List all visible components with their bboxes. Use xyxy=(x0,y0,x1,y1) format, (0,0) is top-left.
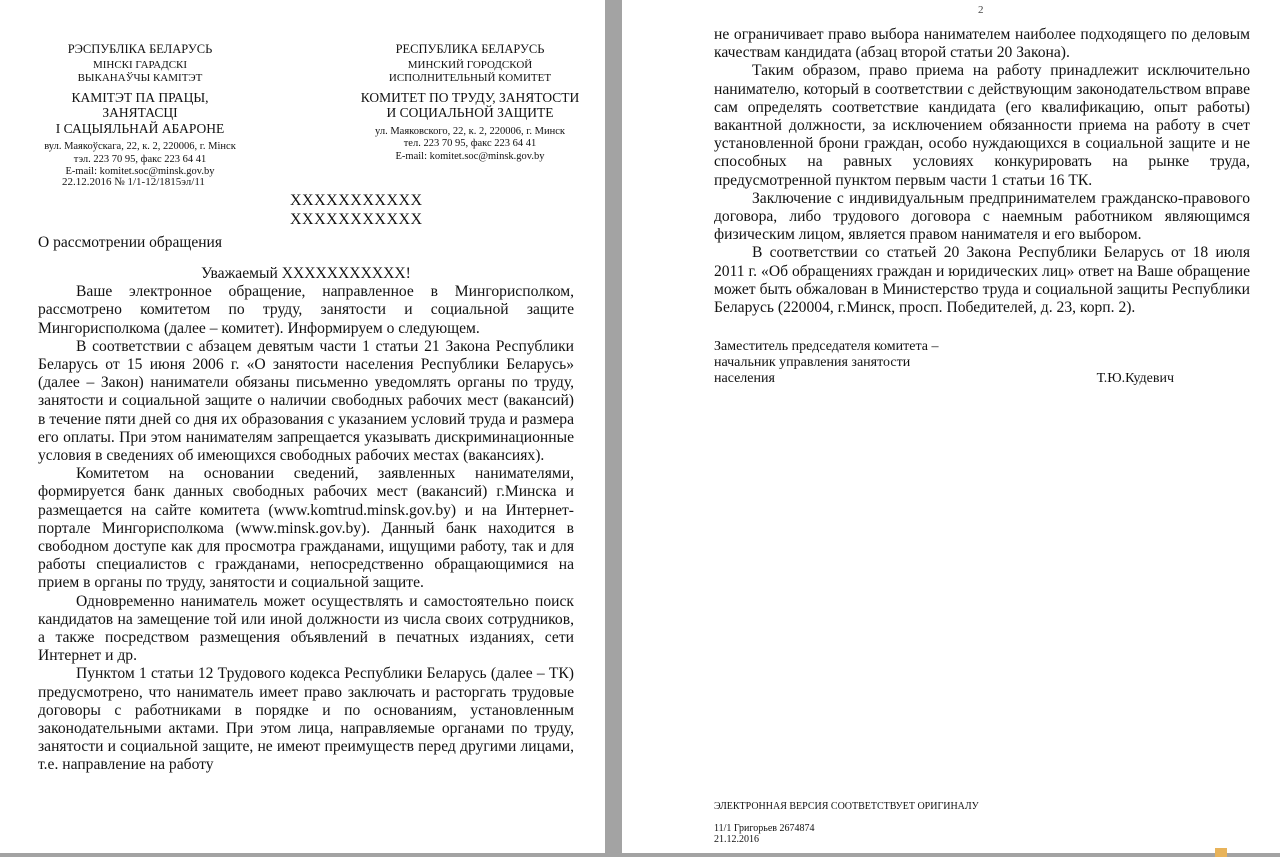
header-address xyxy=(40,141,240,179)
address: вул. Маякоўскага, 22, к. 2, 220006, г. Мінск xyxy=(44,141,236,153)
registration-number: 22.12.2016 № 1/1-12/1815эл/11 xyxy=(62,176,205,188)
phone: тэл. 223 70 95, факс 223 64 41 xyxy=(73,153,207,165)
letterhead-belarusian xyxy=(40,42,240,179)
status-indicator xyxy=(1215,848,1227,857)
letter-body xyxy=(714,26,1250,387)
letter-body xyxy=(38,265,574,775)
signatory-name: Т.Ю.Кудевич xyxy=(1096,371,1174,387)
email: E-mail: komitet.soc@minsk.gov.by xyxy=(65,166,215,178)
signatory-title: Заместитель председателя комитета – xyxy=(714,339,939,355)
addressee xyxy=(290,191,423,229)
header-line: КОМИТЕТ ПО ТРУДУ, ЗАНЯТОСТИ xyxy=(360,89,580,105)
email: E-mail: komitet.soc@minsk.gov.by xyxy=(395,150,545,162)
letterhead-russian xyxy=(350,42,590,163)
header-line: РЕСПУБЛИКА БЕЛАРУСЬ xyxy=(395,42,545,56)
paragraph: В соответствии со статьей 20 Закона Республики Беларусь от 18 июля 2011 г. «Об обращениях граждан и юридических лиц» ответ на Ваше обращение может быть обжалован в Министерство труда и социальной защиты Республики Беларусь (220004, г.Минск, просп. Победителей, д. 23, корп. 2). xyxy=(714,244,1250,317)
addressee-line: XXXXXXXXXXX xyxy=(290,192,423,209)
signatory-title: населения xyxy=(714,371,775,387)
header-line: МІНСКІ ГАРАДСКІ xyxy=(92,59,188,72)
header-line: РЭСПУБЛІКА БЕЛАРУСЬ xyxy=(67,42,213,56)
header-line: МИНСКИЙ ГОРОДСКОЙ xyxy=(407,59,533,72)
header-line: ВЫКАНАЎЧЫ КАМІТЭТ xyxy=(77,72,203,85)
executor-date: 21.12.2016 xyxy=(714,834,759,845)
header-line: І САЦЫЯЛЬНАЙ АБАРОНЕ xyxy=(55,120,225,136)
document-page-1 xyxy=(0,0,605,853)
signature-block xyxy=(714,339,1204,387)
subject-line: О рассмотрении обращения xyxy=(38,234,222,251)
header-line: ИСПОЛНИТЕЛЬНЫЙ КОМИТЕТ xyxy=(388,72,552,85)
addressee-line: XXXXXXXXXXX xyxy=(290,211,423,228)
address: ул. Маяковского, 22, к. 2, 220006, г. Минск xyxy=(375,125,565,137)
header-address xyxy=(350,126,590,164)
signatory-title: начальник управления занятости xyxy=(714,355,911,371)
executor: 11/1 Григорьев 2674874 xyxy=(714,823,815,834)
executor-info xyxy=(714,823,814,845)
paragraph: В соответствии с абзацем девятым части 1 статьи 21 Закона Республики Беларусь от 15 июня 2006 г. «О занятости населения Республики Беларусь» (далее – Закон) наниматели обязаны письменно уведомлять органы по труду, занятости и социальной защите о наличии свободных рабочих мест (вакансий) в течение пяти дней со дня их образования с указанием условий труда и размера его оплаты. При этом нанимателям запрещается указывать дискриминационные условия в сведениях об имеющихся свободных рабочих местах (вакансиях). xyxy=(38,337,574,465)
paragraph: Пунктом 1 статьи 12 Трудового кодекса Республики Беларусь (далее – ТК) предусмотрено, что наниматель имеет право заключать и расторгать трудовые договоры с работниками в порядке и по основаниям, установленным законодательными актами. При этом лица, направляемые органами по труду, занятости и социальной защите, не имеют преимуществ перед другими лицами, т.е. направление на работу xyxy=(38,665,574,774)
phone: тел. 223 70 95, факс 223 64 41 xyxy=(403,138,537,150)
header-line: И СОЦИАЛЬНОЙ ЗАЩИТЕ xyxy=(386,105,554,121)
paragraph: Заключение с индивидуальным предпринимателем гражданско-правового договора, либо трудового договора с наемным работником являющимся физическим лицом, является правом нанимателя и его выбором. xyxy=(714,189,1250,244)
paragraph: Таким образом, право приема на работу принадлежит исключительно нанимателю, который в соответствии с действующим законодательством вправе сам определять соответствие кандидата (его квалификацию, опыт работы) вакантной должности, за исключением обязанности приема на работу в счет установленной брони граждан, особо нуждающихся в социальной защите и не способных на равных условиях конкурировать на рынке труда, предусмотренной пунктом первым части 1 статьи 16 ТК. xyxy=(714,62,1250,189)
page-number: 2 xyxy=(978,4,984,16)
paragraph: Одновременно наниматель может осуществлять и самостоятельно поиск кандидатов на замещение той или иной должности из числа своих сотрудников, а также посредством размещения объявлений в печатных изданиях, сети Интернет и др. xyxy=(38,592,574,665)
document-page-2 xyxy=(622,0,1280,853)
paragraph: не ограничивает право выбора нанимателем наиболее подходящего по деловым качествам кандидата (абзац второй статьи 20 Закона). xyxy=(714,26,1250,62)
paragraph: Комитетом на основании сведений, заявленных нанимателями, формируется банк данных свободных рабочих мест (вакансий) г.Минска и размещается на сайте комитета (www.komtrud.minsk.gov.by) и на Интернет-портале Мингорисполкома (www.minsk.gov.by). Данный банк находится в свободном доступе как для просмотра гражданами, ищущими работу, так и для работы специалистов с гражданами, непосредственно обращающимися на прием в органы по труду, занятости и социальной защите. xyxy=(38,465,574,592)
electronic-version-note: ЭЛЕКТРОННАЯ ВЕРСИЯ СООТВЕТСТВУЕТ ОРИГИНАЛУ xyxy=(714,801,979,812)
paragraph: Ваше электронное обращение, направленное в Мингорисполком, рассмотрено комитетом по труду, занятости и социальной защите Мингорисполкома (далее – комитет). Информируем о следующем. xyxy=(38,283,574,337)
header-line: КАМІТЭТ ПА ПРАЦЫ, ЗАНЯТАСЦІ xyxy=(71,89,209,121)
salutation: Уважаемый XXXXXXXXXXX! xyxy=(201,265,411,282)
